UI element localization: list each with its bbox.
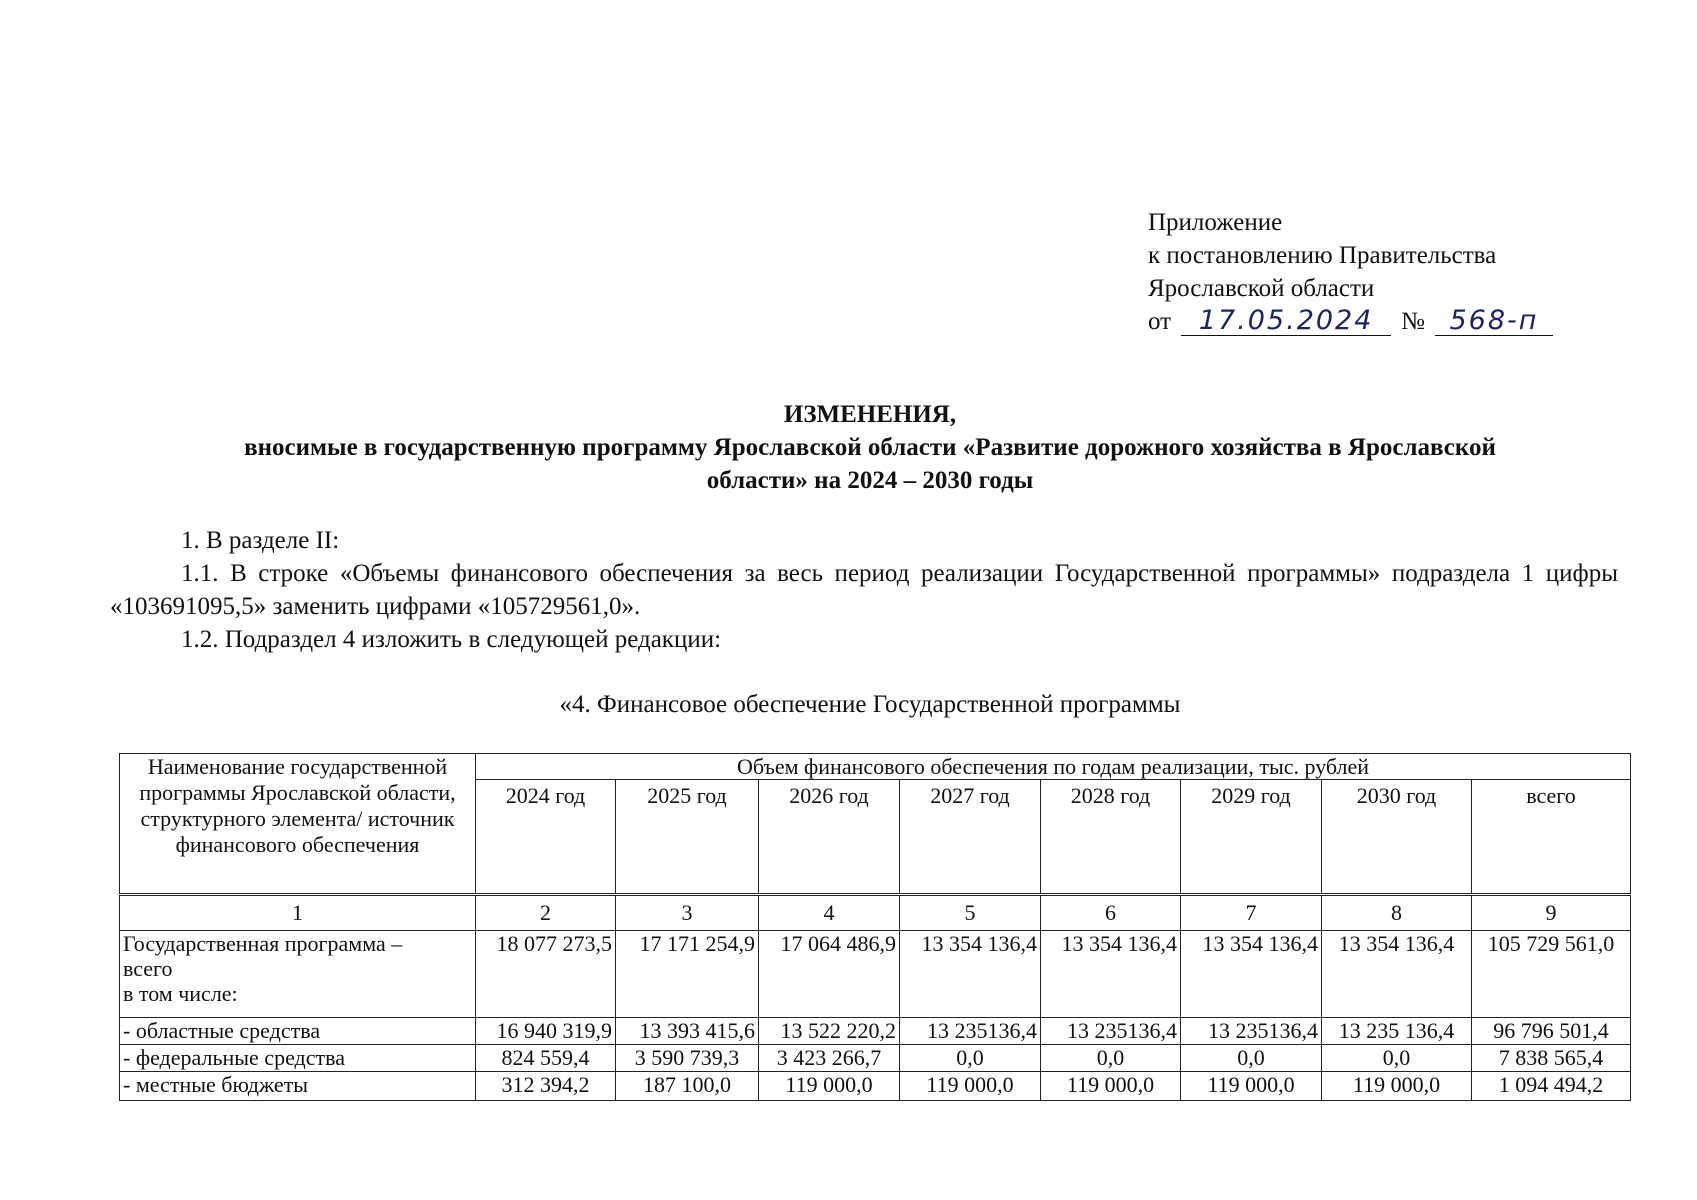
annex-line-3: Ярославской области [1148, 275, 1375, 302]
row-label: - областные средства [120, 1018, 476, 1045]
row-label: - местные бюджеты [120, 1072, 476, 1101]
title-line-2: вносимые в государственную программу Ярославской области «Развитие дорожного хозяйства в Ярославской [244, 434, 1496, 461]
value-cell: 312 394,2 [476, 1072, 616, 1101]
value-cell: 13 354 136,4 [900, 931, 1041, 1018]
annex-line-1: Приложение [1148, 209, 1283, 236]
value-cell: 13 235136,4 [900, 1018, 1041, 1045]
index-cell: 2 [476, 895, 616, 931]
handwritten-date: 17.05.2024 [1181, 307, 1391, 336]
value-cell: 3 423 266,7 [759, 1045, 900, 1072]
financing-span-header: Объем финансового обеспечения по годам реализации, тыс. рублей [476, 754, 1631, 780]
value-cell: 13 354 136,4 [1322, 931, 1472, 1018]
value-cell: 0,0 [1041, 1045, 1181, 1072]
index-row [120, 895, 1631, 931]
value-cell: 7 838 565,4 [1472, 1045, 1631, 1072]
value-cell: 18 077 273,5 [476, 931, 616, 1018]
value-cell: 13 354 136,4 [1041, 931, 1181, 1018]
column-header-2030: 2030 год [1322, 780, 1472, 895]
annex-block [1148, 206, 1618, 338]
date-prefix: от [1148, 308, 1172, 335]
document-title [110, 398, 1630, 497]
column-header-2024: 2024 год [476, 780, 616, 895]
value-cell: 16 940 319,9 [476, 1018, 616, 1045]
financing-table [119, 753, 1631, 1101]
annex-date-line [1148, 305, 1618, 338]
number-prefix: № [1401, 308, 1425, 335]
row-label-line: всего [123, 956, 173, 981]
value-cell: 17 171 254,9 [616, 931, 759, 1018]
value-cell: 3 590 739,3 [616, 1045, 759, 1072]
title-line-3: области» на 2024 – 2030 годы [706, 467, 1034, 494]
value-cell: 96 796 501,4 [1472, 1018, 1631, 1045]
index-cell: 1 [120, 895, 476, 931]
document-body [110, 524, 1618, 656]
value-cell: 105 729 561,0 [1472, 931, 1631, 1018]
column-header-2025: 2025 год [616, 780, 759, 895]
value-cell: 13 393 415,6 [616, 1018, 759, 1045]
row-label-line: Государственная программа – [123, 931, 403, 956]
index-cell: 6 [1041, 895, 1181, 931]
column-header-2027: 2027 год [900, 780, 1041, 895]
table-row-local [120, 1072, 1631, 1101]
name-column-header: Наименование государственной программы Ярославской области, структурного элемента/ источник финансового обеспечения [120, 754, 476, 895]
table-heading: «4. Финансовое обеспечение Государственной программы [559, 691, 1181, 718]
value-cell: 13 354 136,4 [1181, 931, 1322, 1018]
paragraph-1-2: 1.2. Подраздел 4 изложить в следующей редакции: [181, 626, 722, 653]
value-cell: 13 235136,4 [1181, 1018, 1322, 1045]
value-cell: 119 000,0 [759, 1072, 900, 1101]
column-header-2029: 2029 год [1181, 780, 1322, 895]
value-cell: 119 000,0 [1041, 1072, 1181, 1101]
column-header-2026: 2026 год [759, 780, 900, 895]
table-row-federal [120, 1045, 1631, 1072]
row-label-line: в том числе: [123, 981, 238, 1006]
value-cell: 0,0 [1181, 1045, 1322, 1072]
index-cell: 5 [900, 895, 1041, 931]
column-header-total: всего [1472, 780, 1631, 895]
index-cell: 7 [1181, 895, 1322, 931]
value-cell: 824 559,4 [476, 1045, 616, 1072]
value-cell: 187 100,0 [616, 1072, 759, 1101]
value-cell: 13 235136,4 [1041, 1018, 1181, 1045]
value-cell: 0,0 [1322, 1045, 1472, 1072]
value-cell: 13 522 220,2 [759, 1018, 900, 1045]
value-cell: 1 094 494,2 [1472, 1072, 1631, 1101]
value-cell: 119 000,0 [900, 1072, 1041, 1101]
column-header-2028: 2028 год [1041, 780, 1181, 895]
row-label [120, 931, 476, 1018]
table-row-regional [120, 1018, 1631, 1045]
row-label: - федеральные средства [120, 1045, 476, 1072]
index-cell: 8 [1322, 895, 1472, 931]
value-cell: 17 064 486,9 [759, 931, 900, 1018]
value-cell: 119 000,0 [1181, 1072, 1322, 1101]
table-row-program-total [120, 931, 1631, 1018]
paragraph-1: 1. В разделе II: [181, 527, 340, 554]
header-row-1 [120, 754, 1631, 780]
annex-line-2: к постановлению Правительства [1148, 242, 1497, 269]
value-cell: 119 000,0 [1322, 1072, 1472, 1101]
value-cell: 13 235 136,4 [1322, 1018, 1472, 1045]
index-cell: 3 [616, 895, 759, 931]
title-line-1: ИЗМЕНЕНИЯ, [783, 401, 957, 428]
handwritten-number: 568-п [1435, 307, 1553, 336]
index-cell: 4 [759, 895, 900, 931]
value-cell: 0,0 [900, 1045, 1041, 1072]
paragraph-1-1: 1.1. В строке «Объемы финансового обеспечения за весь период реализации Государственной программы» подраздела 1 цифры «103691095,5» заменить цифрами «105729561,0». [110, 560, 1618, 620]
index-cell: 9 [1472, 895, 1631, 931]
